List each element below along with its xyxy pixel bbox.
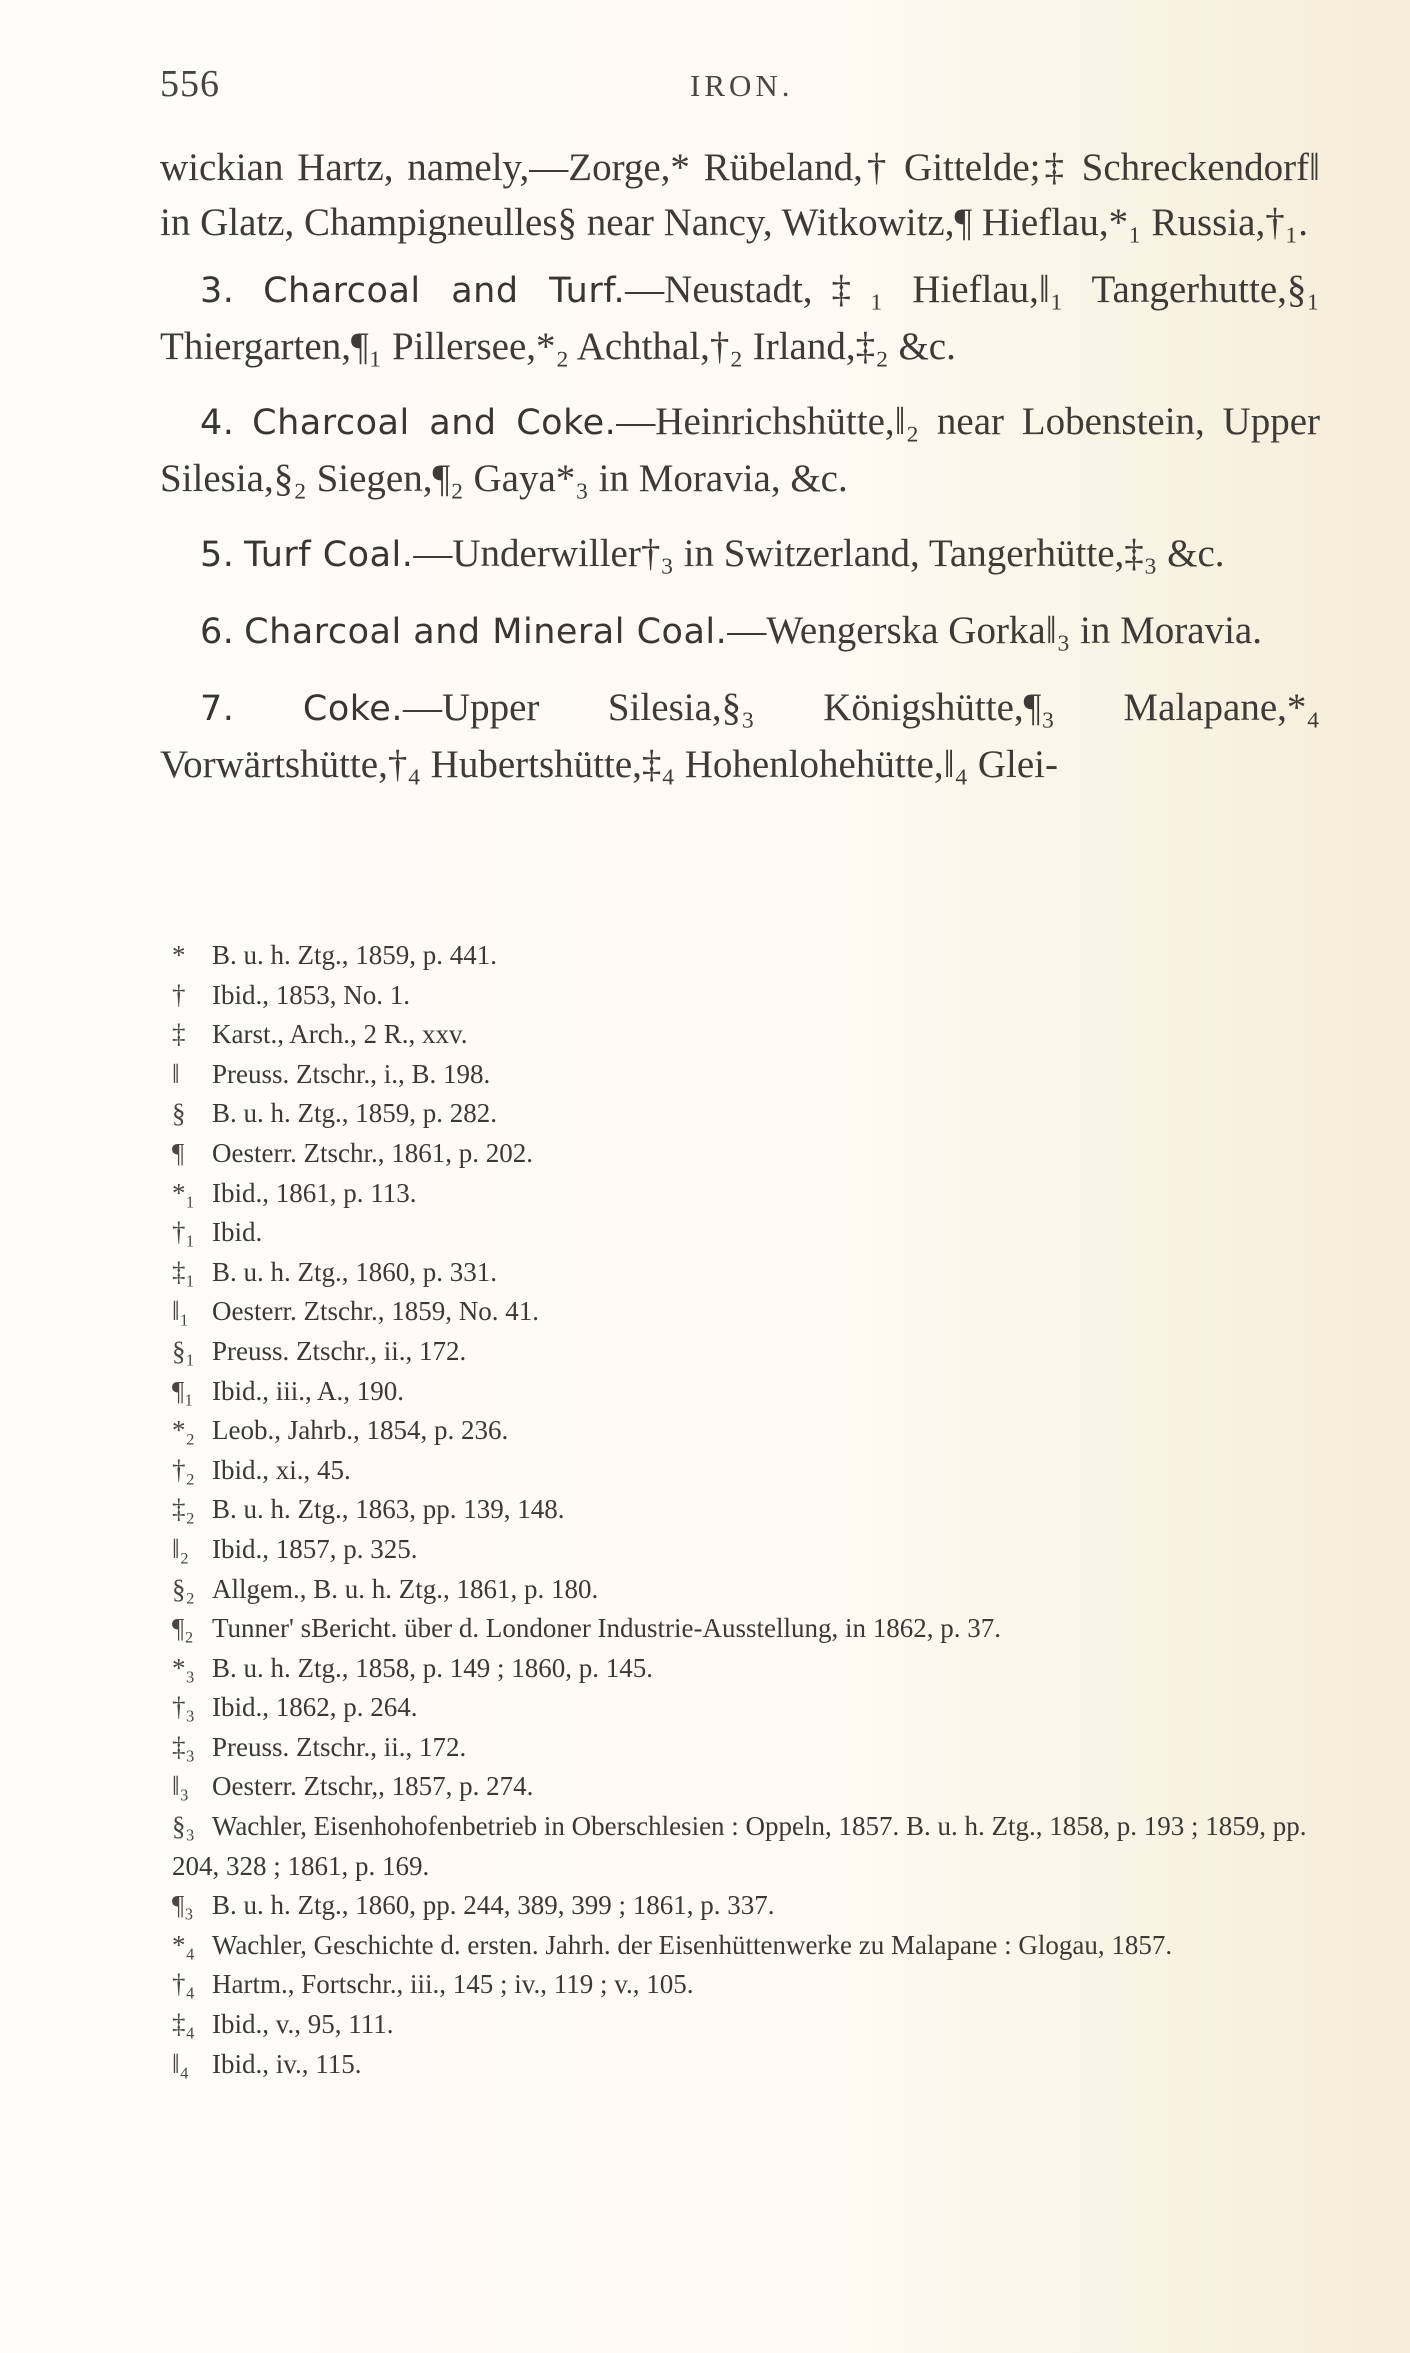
footnote-text: Ibid., 1862, p. 264. xyxy=(212,1692,418,1723)
footnote xyxy=(160,1055,1320,1095)
footnote-text: Wachler, Eisenhohofenbetrieb in Oberschlesien : Oppeln, 1857. B. u. h. Ztg., 1858, p. 193 ; 1859, pp. 204, 328 ; 1861, p. 169. xyxy=(172,1811,1307,1881)
footnote xyxy=(160,1451,1320,1491)
footnote-mark: §₂ xyxy=(172,1573,195,1604)
paragraph-number: 4. xyxy=(200,403,235,443)
paragraph-heading: Charcoal and Mineral Coal. xyxy=(244,612,728,652)
footnote-mark: †₄ xyxy=(172,1969,195,2000)
paragraph-text: wickian Hartz, namely,—Zorge,* Rübeland,† Gittelde;‡ Schreckendorf‖ in Glatz, Champigneulles§ near Nancy, Witkowitz,¶ Hieflau,*₁ Russia,†₁. xyxy=(160,146,1320,244)
paragraph-number: 5. xyxy=(200,535,235,575)
footnote-mark: †₁ xyxy=(172,1217,195,1248)
footnote-text: Wachler, Geschichte d. ersten. Jahrh. der Eisenhüttenwerke zu Malapane : Glogau, 1857. xyxy=(212,1929,1173,1960)
paragraph-continuation xyxy=(160,140,1320,250)
paragraph-turf-coal xyxy=(160,526,1320,583)
footnote-text: Karst., Arch., 2 R., xxv. xyxy=(212,1019,468,1050)
paragraph-heading: Coke. xyxy=(302,689,403,729)
footnote-mark: ¶₂ xyxy=(172,1613,194,1644)
footnote xyxy=(160,1965,1320,2005)
paragraph-heading: Turf Coal. xyxy=(244,535,414,575)
footnote xyxy=(160,1926,1320,1966)
footnote-text: Ibid., iii., A., 190. xyxy=(212,1375,405,1406)
paragraph-heading: Charcoal and Turf. xyxy=(263,271,626,311)
footnote-text: Ibid., 1861, p. 113. xyxy=(212,1177,417,1208)
footnote xyxy=(160,1649,1320,1689)
footnote-mark: ‡₂ xyxy=(172,1494,195,1525)
footnotes xyxy=(160,936,1320,2084)
footnote-mark: *₄ xyxy=(172,1929,195,1960)
footnote-mark: ‖₂ xyxy=(172,1533,189,1564)
footnote-text: Leob., Jahrb., 1854, p. 236. xyxy=(212,1415,509,1446)
running-head: IRON. xyxy=(690,68,794,103)
footnote-text: Ibid., xi., 45. xyxy=(212,1454,351,1485)
paragraph-charcoal-coke xyxy=(160,394,1320,506)
paragraph-number: 7. xyxy=(200,689,235,729)
main-text xyxy=(160,140,1320,812)
footnote xyxy=(160,1332,1320,1372)
footnote-text: B. u. h. Ztg., 1863, pp. 139, 148. xyxy=(212,1494,565,1525)
footnote xyxy=(160,1411,1320,1451)
footnote xyxy=(160,1094,1320,1134)
footnote-mark: *₂ xyxy=(172,1415,195,1446)
footnote-mark: * xyxy=(172,940,186,970)
paragraph-number: 6. xyxy=(200,612,235,652)
footnote-mark: ‡₃ xyxy=(172,1731,195,1762)
footnote xyxy=(160,1886,1320,1926)
footnote xyxy=(160,1807,1320,1886)
paragraph-coke xyxy=(160,680,1320,792)
footnote-text: Allgem., B. u. h. Ztg., 1861, p. 180. xyxy=(212,1573,599,1604)
footnote-mark: ‡₄ xyxy=(172,2009,195,2040)
footnote xyxy=(160,1728,1320,1768)
footnote xyxy=(160,1372,1320,1412)
footnote-mark: §₃ xyxy=(172,1811,195,1842)
footnote xyxy=(160,1292,1320,1332)
footnote xyxy=(160,1174,1320,1214)
footnote xyxy=(160,1688,1320,1728)
footnote-text: Preuss. Ztschr., ii., 172. xyxy=(212,1335,467,1366)
page-number: 556 xyxy=(160,63,220,105)
footnote-mark: ‖ xyxy=(172,1058,180,1089)
footnote xyxy=(160,1490,1320,1530)
footnote xyxy=(160,1609,1320,1649)
footnote-mark: †₂ xyxy=(172,1454,195,1485)
footnote-mark: *₃ xyxy=(172,1652,195,1683)
footnote-text: B. u. h. Ztg., 1859, p. 282. xyxy=(212,1098,498,1129)
footnote-mark: ‡ xyxy=(172,1019,186,1050)
paragraph-text: —Underwiller†₃ in Switzerland, Tangerhütte,‡₃ &c. xyxy=(413,532,1225,575)
footnote-text: B. u. h. Ztg., 1858, p. 149 ; 1860, p. 145. xyxy=(212,1652,654,1683)
footnote xyxy=(160,1134,1320,1174)
footnote xyxy=(160,2045,1320,2085)
page-header xyxy=(160,62,1320,122)
footnote xyxy=(160,976,1320,1016)
footnote-mark: † xyxy=(172,979,186,1010)
footnote xyxy=(160,1213,1320,1253)
paragraph-text: —Heinrichshütte,‖₂ near Lobenstein, Upper Silesia,§₂ Siegen,¶₂ Gaya*₃ in Moravia, &c. xyxy=(160,400,1320,500)
paragraph-text: —Neustadt,‡₁ Hieflau,‖₁ Tangerhutte,§₁ Thiergarten,¶₁ Pillersee,*₂ Achthal,†₂ Irland,‡₂ &c. xyxy=(160,268,1320,368)
footnote-mark: ‖₁ xyxy=(172,1296,189,1327)
footnote-mark: §₁ xyxy=(172,1335,195,1366)
footnote-text: Oesterr. Ztschr., 1861, p. 202. xyxy=(212,1137,533,1168)
footnote-text: B. u. h. Ztg., 1860, pp. 244, 389, 399 ; 1861, p. 337. xyxy=(212,1890,775,1921)
footnote-text: B. u. h. Ztg., 1860, p. 331. xyxy=(212,1256,498,1287)
footnote-mark: ¶ xyxy=(172,1137,185,1168)
footnote xyxy=(160,1767,1320,1807)
footnote-text: Oesterr. Ztschr., 1859, No. 41. xyxy=(212,1296,539,1327)
footnote-text: Preuss. Ztschr., i., B. 198. xyxy=(212,1058,491,1089)
footnote xyxy=(160,1015,1320,1055)
footnote-mark: ‖₄ xyxy=(172,2048,189,2079)
paragraph-heading: Charcoal and Coke. xyxy=(252,403,617,443)
footnote-mark: ¶₃ xyxy=(172,1890,194,1921)
footnote-text: Ibid., 1853, No. 1. xyxy=(212,979,410,1010)
footnote xyxy=(160,1253,1320,1293)
footnote-text: B. u. h. Ztg., 1859, p. 441. xyxy=(212,940,498,970)
footnote-mark: § xyxy=(172,1098,186,1129)
footnote-text: Ibid., iv., 115. xyxy=(212,2048,362,2079)
footnote xyxy=(160,1530,1320,1570)
paragraph-text: —Wengerska Gorka‖₃ in Moravia. xyxy=(727,609,1262,652)
paragraph-charcoal-mineral-coal xyxy=(160,603,1320,660)
footnote-mark: †₃ xyxy=(172,1692,195,1723)
footnote-text: Oesterr. Ztschr,, 1857, p. 274. xyxy=(212,1771,534,1802)
footnote-text: Tunner' sBericht. über d. Londoner Industrie-Ausstellung, in 1862, p. 37. xyxy=(212,1613,1002,1644)
footnote-text: Ibid. xyxy=(212,1217,263,1248)
footnote-mark: ‖₃ xyxy=(172,1771,189,1802)
footnote-text: Hartm., Fortschr., iii., 145 ; iv., 119 ; v., 105. xyxy=(212,1969,694,2000)
footnote xyxy=(160,1570,1320,1610)
paragraph-charcoal-turf xyxy=(160,262,1320,374)
footnote-mark: ‡₁ xyxy=(172,1256,195,1287)
paragraph-number: 3. xyxy=(200,271,235,311)
footnote-mark: ¶₁ xyxy=(172,1375,194,1406)
footnote-text: Ibid., 1857, p. 325. xyxy=(212,1533,418,1564)
footnote-mark: *₁ xyxy=(172,1177,195,1208)
paragraph-text: —Upper Silesia,§₃ Königshütte,¶₃ Malapane,*₄ Vorwärtshütte,†₄ Hubertshütte,‡₄ Hohenlohehütte,‖₄ Glei- xyxy=(160,686,1320,786)
footnote xyxy=(160,936,1320,976)
footnote-text: Ibid., v., 95, 111. xyxy=(212,2009,394,2040)
footnote xyxy=(160,2005,1320,2045)
footnote-text: Preuss. Ztschr., ii., 172. xyxy=(212,1731,467,1762)
